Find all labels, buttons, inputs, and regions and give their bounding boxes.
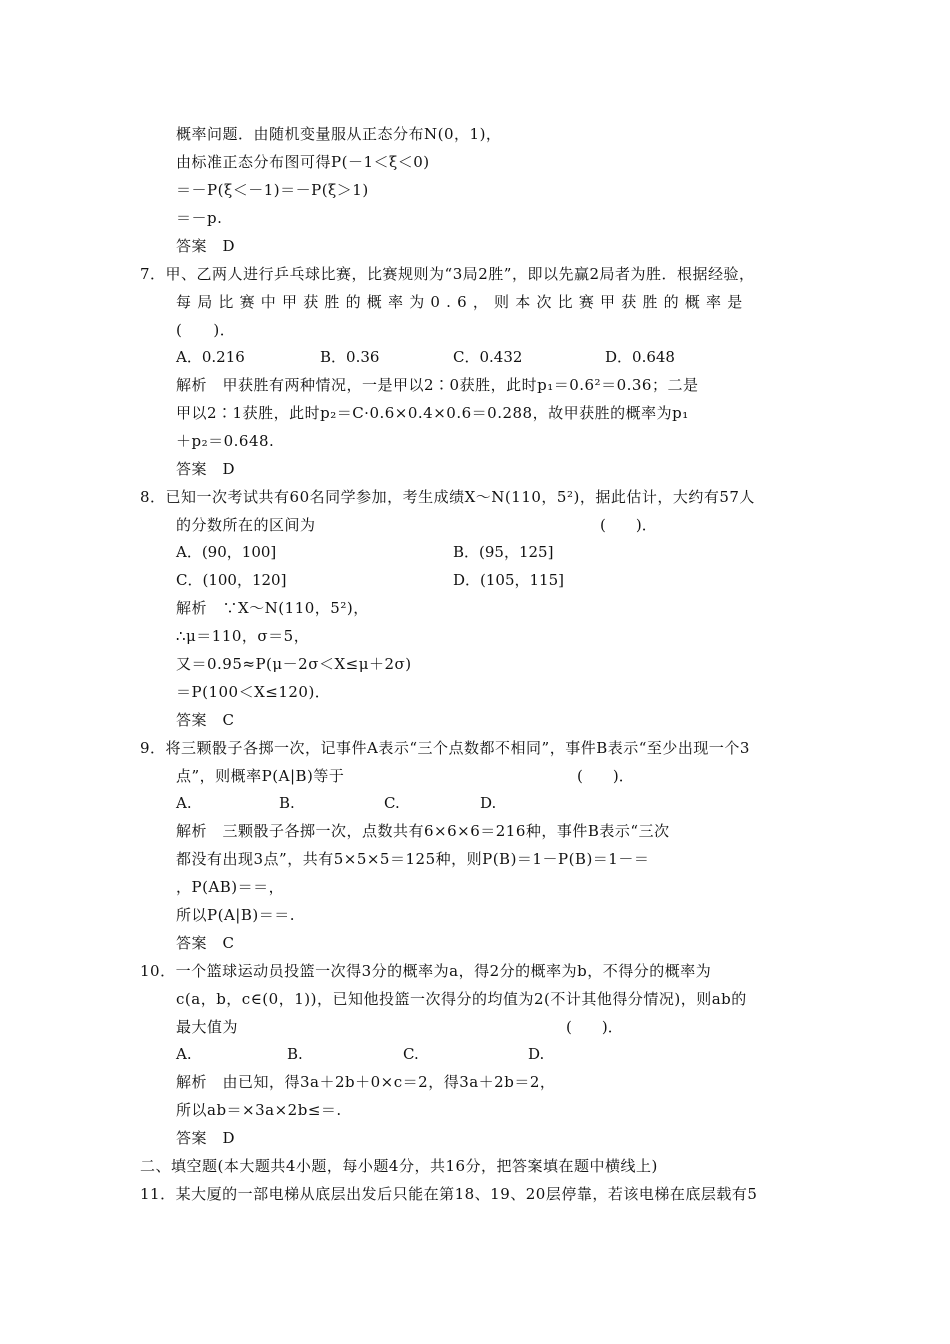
solution-line: ＝－P(ξ＜－1)＝－P(ξ＞1)	[176, 181, 369, 199]
question-10-text: 10．一个篮球运动员投篮一次得3分的概率为a，得2分的概率为b，不得分的概率为	[140, 962, 712, 980]
question-9-text: 9．将三颗骰子各掷一次，记事件A表示“三个点数都不相同”，事件B表示“至少出现一个3	[140, 739, 750, 757]
question-10-text: 最大值为	[176, 1018, 239, 1036]
solution-line: 解析 由已知，得3a＋2b＋0×c＝2，得3a＋2b＝2，	[176, 1073, 556, 1091]
question-8-text: 8．已知一次考试共有60名同学参加，考生成绩X～N(110，5²)，据此估计，大约有57人	[140, 488, 755, 506]
question-7-text: 每局比赛中甲获胜的概率为0.6，则本次比赛甲获胜的概率是	[176, 293, 749, 311]
answer-line: 答案 C	[176, 711, 235, 729]
option-d: D．(105，115]	[453, 571, 564, 589]
question-8-text: 的分数所在的区间为	[176, 516, 316, 534]
option-d: D．0.648	[605, 348, 675, 366]
option-b: B.	[287, 1045, 303, 1063]
solution-line: 又＝0.95≈P(μ－2σ＜X≤μ＋2σ)	[176, 655, 412, 673]
option-c: C.	[403, 1045, 419, 1063]
answer-line: 答案 D	[176, 1129, 236, 1147]
solution-line: ＝－p.	[176, 209, 223, 227]
option-c: C．0.432	[453, 348, 523, 366]
answer-line: 答案 D	[176, 460, 236, 478]
solution-line: 解析 甲获胜有两种情况，一是甲以2∶0获胜，此时p₁＝0.6²＝0.36；二是	[176, 376, 699, 394]
option-a: A．(90，100]	[176, 543, 277, 561]
option-d: D.	[480, 794, 497, 812]
solution-line: ＝P(100＜X≤120)．	[176, 683, 331, 701]
question-7-text: 7．甲、乙两人进行乒乓球比赛，比赛规则为“3局2胜”，即以先赢2局者为胜．根据经验，	[140, 265, 755, 283]
answer-blank: ( )．	[600, 516, 657, 534]
option-a: A.	[176, 794, 192, 812]
solution-line: ＋p₂＝0.648.	[176, 432, 275, 450]
option-a: A．0.216	[176, 348, 245, 366]
section-heading: 二、填空题(本大题共4小题，每小题4分，共16分，把答案填在题中横线上)	[140, 1157, 658, 1175]
solution-line: ∴μ＝110，σ＝5，	[176, 627, 310, 645]
question-11-text: 11．某大厦的一部电梯从底层出发后只能在第18、19、20层停靠，若该电梯在底层载有5	[140, 1185, 758, 1203]
option-c: C.	[384, 794, 400, 812]
option-b: B.	[279, 794, 295, 812]
solution-line: 解析 ∵X～N(110，5²)，	[176, 599, 369, 617]
solution-line: 都没有出现3点”，共有5×5×5＝125种，则P(B)＝1－P(B)＝1－＝	[176, 850, 650, 868]
question-10-text: c(a，b，c∈(0，1))，已知他投篮一次得分的均值为2(不计其他得分情况)，则ab的	[176, 990, 747, 1008]
option-b: B．0.36	[320, 348, 380, 366]
solution-line: 所以P(A|B)＝＝.	[176, 906, 295, 924]
answer-line: 答案 D	[176, 237, 236, 255]
answer-blank: ( )．	[577, 767, 634, 785]
option-b: B．(95，125]	[453, 543, 554, 561]
question-9-text: 点”，则概率P(A|B)等于	[176, 767, 345, 785]
question-7-text: ( )．	[176, 321, 236, 339]
solution-line: ，P(AB)＝＝，	[176, 878, 285, 896]
solution-line: 概率问题．由随机变量服从正态分布N(0，1)，	[176, 125, 502, 143]
solution-line: 由标准正态分布图可得P(－1＜ξ＜0)	[176, 153, 430, 171]
solution-line: 所以ab＝×3a×2b≤＝.	[176, 1101, 342, 1119]
answer-blank: ( )．	[566, 1018, 623, 1036]
solution-line: 甲以2∶1获胜，此时p₂＝C·0.6×0.4×0.6＝0.288，故甲获胜的概率为p₁	[176, 404, 689, 422]
answer-line: 答案 C	[176, 934, 235, 952]
option-a: A.	[176, 1045, 192, 1063]
option-d: D.	[528, 1045, 545, 1063]
solution-line: 解析 三颗骰子各掷一次，点数共有6×6×6＝216种，事件B表示“三次	[176, 822, 670, 840]
option-c: C．(100，120]	[176, 571, 287, 589]
